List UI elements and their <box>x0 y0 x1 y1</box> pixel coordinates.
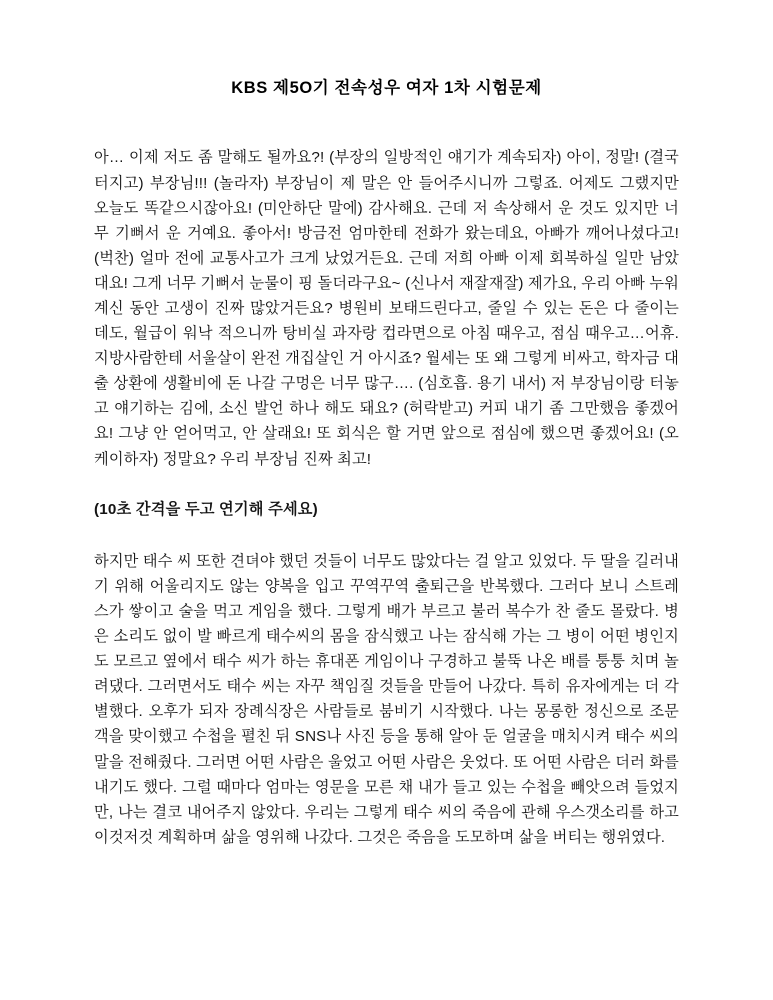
paragraph-narration: 하지만 태수 씨 또한 견뎌야 했던 것들이 너무도 많았다는 걸 알고 있었다. 두 딸을 길러내기 위해 어울리지도 않는 양복을 입고 꾸역꾸역 출퇴근을 반복했다. 그러다 보니 스트레스가 쌓이고 술을 먹고 게임을 했다. 그렇게 배가 부르고 불러 복수가 찬 줄도 몰랐다. 병은 소리도 없이 발 빠르게 태수씨의 몸을 잠식했고 나는 잠식해 가는 그 병이 어떤 병인지도 모르고 옆에서 태수 씨가 하는 휴대폰 게임이나 구경하고 불뚝 나온 배를 퉁퉁 치며 놀려댔다. 그러면서도 태수 씨는 자꾸 책임질 것들을 만들어 나갔다. 특히 유자에게는 더 각별했다. 오후가 되자 장례식장은 사람들로 붐비기 시작했다. 나는 몽롱한 정신으로 조문객을 맞이했고 수첩을 펼친 뒤 SNS나 사진 등을 통해 알아 둔 얼굴을 매치시켜 태수 씨의 말을 전해줬다. 그러면 어떤 사람은 울었고 어떤 사람은 웃었다. 또 어떤 사람은 더러 화를 내기도 했다. 그럴 때마다 엄마는 영문을 모른 채 내가 들고 있는 수첩을 빼앗으려 들었지만, 나는 결코 내어주지 않았다. 우리는 그렇게 태수 씨의 죽음에 관해 우스갯소리를 하고 이것저것 계획하며 삶을 영위해 나갔다. 그것은 죽음을 도모하며 삶을 버티는 행위였다. <box>94 552 679 846</box>
paragraph-direction-note: (10초 간격을 두고 연기해 주세요) <box>94 500 318 518</box>
paragraph-monologue: 아… 이제 저도 좀 말해도 될까요?! (부장의 일방적인 얘기가 계속되자) 아이, 정말! (결국 터지고) 부장님!!! (놀라자) 부장님이 제 말은 안 들어주시니까 그렇죠. 어제도 그랬지만 오늘도 똑같으시잖아요! (미안하단 말에) 감사해요. 근데 저 속상해서 운 것도 있지만 너무 기뻐서 운 거예요. 좋아서! 방금전 엄마한테 전화가 왔는데요, 아빠가 깨어나셨다고! (벅찬) 얼마 전에 교통사고가 크게 났었거든요. 근데 저희 아빠 이제 회복하실 일만 남았대요! 그게 너무 기뻐서 눈물이 핑 돌더라구요~ (신나서 재잘재잘) 제가요, 우리 아빠 누워 계신 동안 고생이 진짜 많았거든요? 병원비 보태드린다고, 줄일 수 있는 돈은 다 줄이는 데도, 월급이 워낙 적으니까 탕비실 과자랑 컵라면으로 아침 때우고, 점심 때우고…어휴. 지방사람한테 서울살이 완전 개집살인 거 아시죠? 월세는 또 왜 그렇게 비싸고, 학자금 대출 상환에 생활비에 돈 나갈 구멍은 너무 많구…. (심호흡. 용기 내서) 저 부장님이랑 터놓고 얘기하는 김에, 소신 발언 하나 해도 돼요? (허락받고) 커피 내기 좀 그만했음 좋겠어요! 그냥 안 얻어먹고, 안 살래요! 또 회식은 할 거면 앞으로 점심에 했으면 좋겠어요! (오케이하자) 정말요? 우리 부장님 진짜 최고! <box>94 149 679 468</box>
document-body <box>94 78 679 850</box>
page-title: KBS 제5O기 전속성우 여자 1차 시험문제 <box>231 79 542 97</box>
